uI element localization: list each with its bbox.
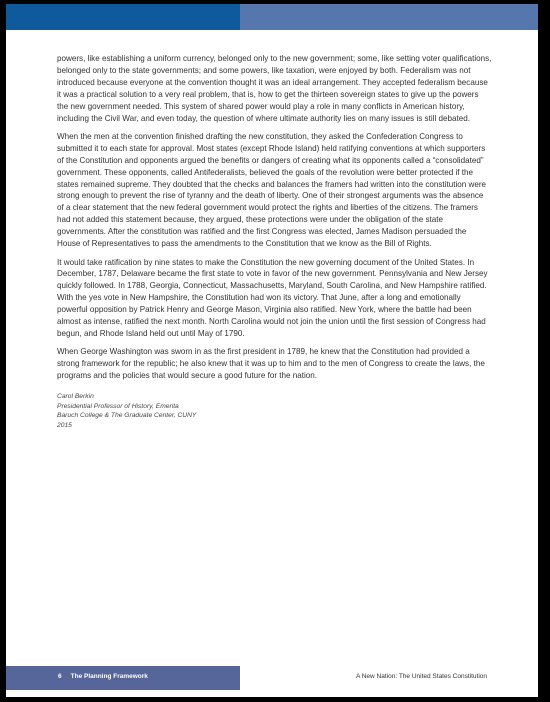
publication-title: A New Nation: The United States Constitution — [355, 673, 487, 680]
body-text — [57, 53, 492, 430]
paragraph-washington: When George Washington was sworn in as the first president in 1789, he knew that the Constitution had provided a strong framework for the republic; he also knew that it was up to him and to the men of Congress to create the laws, the programs and the policies that would secure a good future for the nation. — [57, 347, 485, 381]
header-band-light — [240, 4, 538, 30]
paragraph-ratification-debate: When the men at the convention finished drafting the new constitution, they asked the Confederation Congress to submitted it to each state for approval. Most states (except Rhode Island) held ratifying conventions at which supporters of the Constitution and opponents argued the benefits or dangers of creating what its opponents called a “consolidated” government. These opponents, called Antifederalists, believed the goals of the revolution were better protected if the states remained supreme. They doubted that the checks and balances the framers had written into the constitution were strong enough to prevent the rise of tyranny and the death of liberty. One of their strongest arguments was the absence of a clear statement that the new federal government would protect the rights and liberties of the citizens. The framers had not added this statement because, they argued, these protections were under the obligation of the state governments. After the constitution was ratified and the first Congress was elected, James Madison persuaded the House of Representatives to pass the amendments to the Constitution that we know as the Bill of Rights. — [57, 131, 487, 249]
author-affiliation: Baruch College & The Graduate Center, CUNY — [57, 412, 197, 420]
paragraph-federalism: powers, like establishing a uniform currency, belonged only to the new government; some, like setting voter qualifications, belonged only to the state governments; and some powers, like taxation, were enjoyed by both. Federalism was not introduced because everyone at the convention thought it was an ideal arrangement. They accepted federalism because it was a practical solution to a very real problem, that is, how to get the thirteen sovereign states to give up the powers the new government needed. This system of shared power would play a role in many conflicts in American history, including the Civil War, and even today, the question of where ultimate authority lies on many issues is still debated. — [57, 54, 492, 123]
author-name: Carol Berkin — [57, 393, 94, 401]
paragraph-ratification-states: It would take ratification by nine states to make the Constitution the new governing document of the United States. In December, 1787, Delaware became the first state to vote in favor of the new government. Pennsylvania and New Jersey quickly followed. In 1788, Georgia, Connecticut, Massachusetts, Maryland, South Carolina, and New Hampshire ratified. With the yes vote in New Hampshire, the Constitution had won its victory. That June, after a long and emotionally powerful opposition by Patrick Henry and George Mason, Virginia also ratified. New York, where the battle had been almost as intense, ratified the next month. North Carolina would not join the union until the first session of Congress had begun, and Rhode Island held out until May of 1790. — [57, 257, 488, 338]
header-band-dark — [6, 4, 240, 30]
document-page — [6, 4, 538, 697]
author-signature — [57, 392, 492, 430]
author-title: Presidential Professor of History, Emerita — [57, 402, 179, 410]
page-number: 6 — [58, 673, 62, 680]
section-title: The Planning Framework — [70, 673, 148, 680]
signature-year: 2015 — [57, 421, 72, 429]
footer-section-label — [58, 672, 148, 682]
